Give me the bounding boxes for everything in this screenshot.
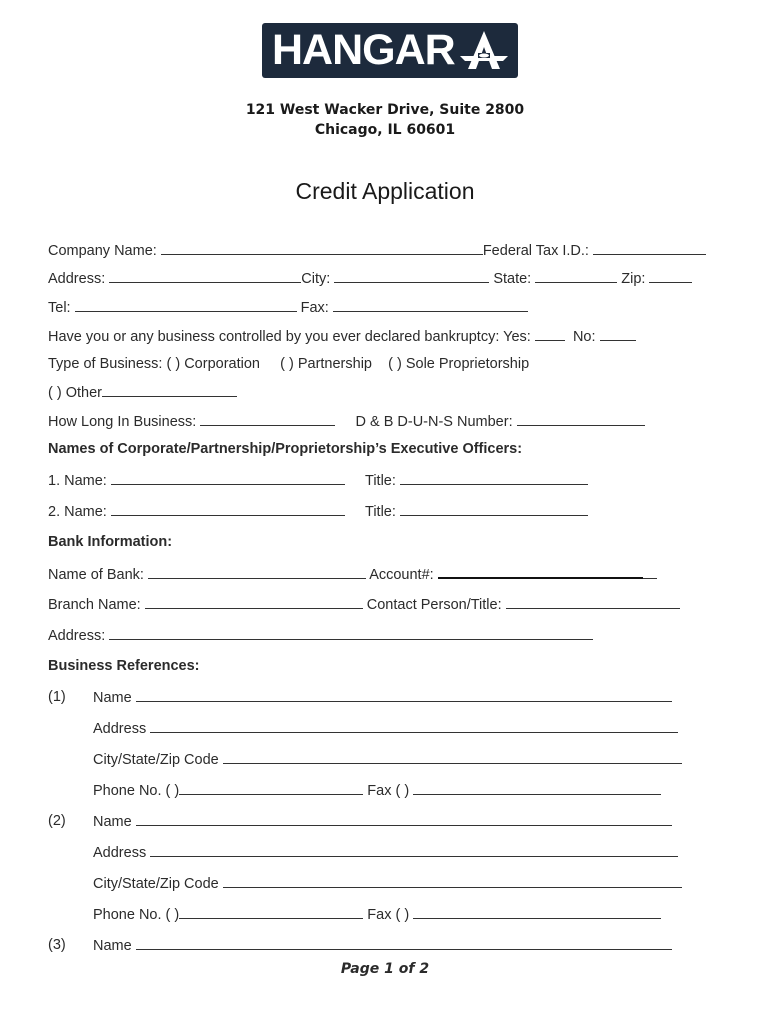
tel-label: Tel: (48, 300, 71, 316)
contact-person-field[interactable] (506, 595, 680, 609)
reference-1-phone-field[interactable] (179, 781, 363, 795)
account-label: Account#: (369, 567, 434, 583)
how-long-label: How Long In Business: (48, 414, 197, 430)
officer-2-title-label: Title: (365, 504, 396, 520)
zip-label: Zip: (621, 271, 646, 287)
reference-3-name-field[interactable] (136, 936, 672, 950)
bank-name-field[interactable] (148, 565, 366, 579)
federal-tax-id-field[interactable] (593, 241, 706, 255)
reference-1-fax-field[interactable] (413, 781, 661, 795)
officer-row-1 (48, 471, 345, 490)
officer-2-title-field[interactable] (400, 502, 588, 516)
logo-text: HANGAR (272, 26, 455, 74)
company-name-label: Company Name: (48, 243, 157, 259)
officer-2-name-field[interactable] (111, 502, 345, 516)
federal-tax-id-label: Federal Tax I.D.: (482, 243, 589, 259)
reference-1-address-label: Address (93, 721, 147, 737)
bank-name-label: Name of Bank: (48, 567, 144, 583)
company-row (48, 241, 706, 260)
reference-2-city-label: City/State/Zip Code (93, 876, 219, 892)
fax-label: Fax: (300, 300, 329, 316)
reference-1-name-label: Name (93, 690, 132, 706)
corporation-option[interactable]: ( ) Corporation (166, 356, 260, 372)
bankruptcy-question: Have you or any business controlled by you ever declared bankruptcy: (48, 329, 500, 345)
officers-heading: Names of Corporate/Partnership/Proprietorship’s Executive Officers: (48, 441, 523, 457)
officer-1-title-label: Title: (365, 473, 396, 489)
reference-2-name-field[interactable] (136, 812, 672, 826)
reference-2-phone-field[interactable] (179, 905, 363, 919)
bank-address-field[interactable] (109, 626, 593, 640)
contact-person-label: Contact Person/Title: (366, 597, 502, 613)
fax-field[interactable] (333, 298, 528, 312)
officer-row-2 (48, 502, 345, 521)
bank-name-row (48, 564, 657, 584)
reference-1-phone-label: Phone No. ( ) (93, 783, 180, 799)
account-field[interactable] (438, 564, 643, 579)
branch-name-field[interactable] (145, 595, 363, 609)
reference-2-address-field[interactable] (150, 843, 678, 857)
officer-row-1-title (365, 471, 588, 490)
no-label: No: (572, 329, 596, 345)
reference-1-city-label: City/State/Zip Code (93, 752, 219, 768)
officer-1-title-field[interactable] (400, 471, 588, 485)
zip-field[interactable] (649, 269, 692, 283)
reference-3-name-label: Name (93, 938, 132, 954)
bank-address-row (48, 626, 593, 645)
yes-label: Yes: (503, 329, 531, 345)
city-label: City: (301, 271, 331, 287)
account-field-tail (643, 565, 657, 579)
sole-proprietorship-option[interactable]: ( ) Sole Proprietorship (388, 356, 530, 372)
state-label: State: (493, 271, 532, 287)
page-number: Page 1 of 2 (340, 961, 430, 977)
business-type-row (48, 355, 529, 373)
tel-field[interactable] (75, 298, 297, 312)
officer-2-name-label: 2. Name: (48, 504, 107, 520)
other-row (48, 383, 237, 402)
state-field[interactable] (535, 269, 617, 283)
officer-row-2-title (365, 502, 588, 521)
other-field[interactable] (102, 383, 237, 397)
partnership-option[interactable]: ( ) Partnership (280, 356, 372, 372)
company-name-field[interactable] (161, 241, 483, 255)
tel-row (48, 298, 528, 317)
reference-1-number: (1) (48, 689, 66, 705)
address-label: Address: (48, 271, 106, 287)
branch-row (48, 595, 680, 614)
other-option[interactable]: ( ) Other (48, 385, 102, 401)
branch-name-label: Branch Name: (48, 597, 141, 613)
references-heading: Business References: (48, 658, 200, 674)
page-title: Credit Application (295, 178, 475, 204)
reference-1-city-field[interactable] (223, 750, 682, 764)
reference-1-address-field[interactable] (150, 719, 678, 733)
address-line2: Chicago, IL 60601 (314, 122, 456, 138)
bank-heading: Bank Information: (48, 534, 173, 550)
address-field[interactable] (109, 269, 301, 283)
no-field[interactable] (600, 327, 636, 341)
type-of-business-label: Type of Business: (48, 356, 163, 372)
reference-2-phone-label: Phone No. ( ) (93, 907, 180, 923)
airplane-a-icon (458, 29, 510, 73)
reference-2-fax-field[interactable] (413, 905, 661, 919)
yes-field[interactable] (535, 327, 565, 341)
address-line1: 121 West Wacker Drive, Suite 2800 (245, 102, 525, 118)
reference-3-number: (3) (48, 937, 66, 953)
how-long-field[interactable] (200, 412, 335, 426)
bankruptcy-row (48, 327, 636, 346)
reference-2-name-label: Name (93, 814, 132, 830)
how-long-row (48, 412, 645, 431)
reference-2-address-label: Address (93, 845, 147, 861)
officer-1-name-label: 1. Name: (48, 473, 107, 489)
city-field[interactable] (334, 269, 489, 283)
address-row (48, 269, 692, 288)
reference-2-fax-label: Fax ( ) (367, 907, 410, 923)
reference-1-name-field[interactable] (136, 688, 672, 702)
duns-label: D & B D-U-N-S Number: (355, 414, 513, 430)
reference-1-fax-label: Fax ( ) (367, 783, 410, 799)
bank-address-label: Address: (48, 628, 106, 644)
hangar-logo (262, 23, 518, 78)
officer-1-name-field[interactable] (111, 471, 345, 485)
reference-2-number: (2) (48, 813, 66, 829)
duns-field[interactable] (517, 412, 645, 426)
reference-2-city-field[interactable] (223, 874, 682, 888)
